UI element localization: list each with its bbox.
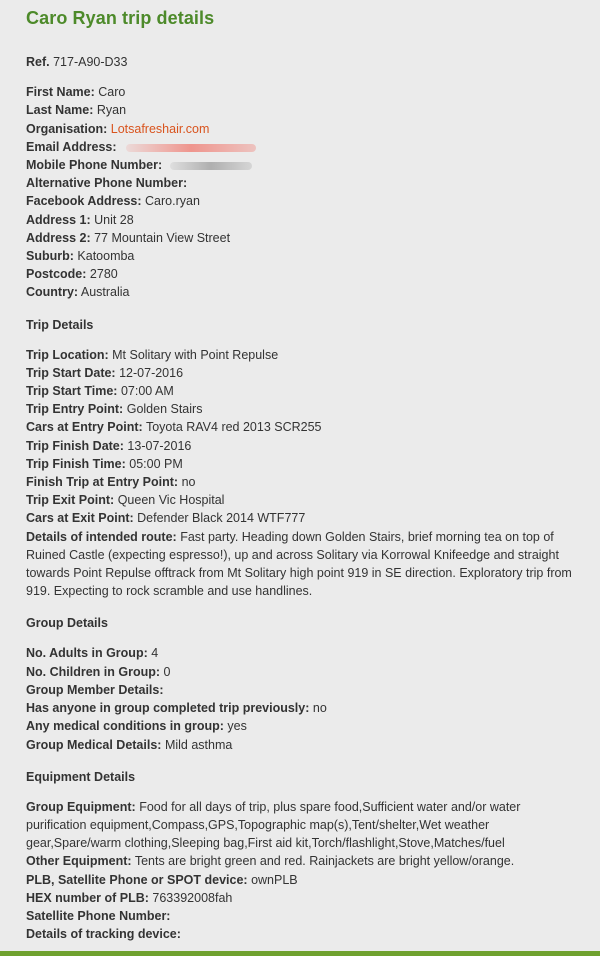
group-details xyxy=(26,644,574,753)
field-label: Trip Start Date: xyxy=(26,365,116,380)
field-label: Trip Start Time: xyxy=(26,384,118,399)
field-row-group-member-details xyxy=(26,681,574,699)
field-label: First Name: xyxy=(26,85,95,100)
field-label: Postcode: xyxy=(26,267,87,282)
field-label: Other Equipment: xyxy=(26,854,132,869)
field-row-details-of-intended-route xyxy=(26,528,574,601)
bottom-accent-bar xyxy=(0,951,600,956)
field-label: Alternative Phone Number: xyxy=(26,176,188,191)
field-value: Ryan xyxy=(96,103,127,118)
field-value: 4 xyxy=(151,646,159,661)
field-label: Mobile Phone Number: xyxy=(26,158,163,173)
field-row-postcode xyxy=(26,265,574,283)
field-value: 2780 xyxy=(89,267,118,282)
field-label: Facebook Address: xyxy=(26,194,142,209)
field-value: ownPLB xyxy=(251,872,298,887)
field-row-email-address xyxy=(26,138,574,156)
field-row-trip-start-time xyxy=(26,382,574,400)
field-value: Mt Solitary with Point Repulse xyxy=(112,347,279,362)
personal-details xyxy=(26,83,574,301)
field-value: 77 Mountain View Street xyxy=(94,230,231,245)
field-label: Trip Finish Time: xyxy=(26,456,126,471)
field-row-hex-number-of-plb xyxy=(26,889,574,907)
field-label: Email Address: xyxy=(26,139,117,154)
field-value: Tents are bright green and red. Rainjackets are bright yellow/orange. xyxy=(134,854,515,869)
field-value: Unit 28 xyxy=(94,212,134,227)
field-row-other-equipment xyxy=(26,852,574,870)
field-row-group-equipment xyxy=(26,798,574,853)
field-row-trip-finish-time xyxy=(26,455,574,473)
field-label: Address 1: xyxy=(26,212,91,227)
field-row-suburb xyxy=(26,247,574,265)
field-row-alternative-phone-number xyxy=(26,174,574,192)
field-row-group-medical-details xyxy=(26,736,574,754)
field-label: Group Member Details: xyxy=(26,682,164,697)
field-label: Suburb: xyxy=(26,249,74,264)
field-row-trip-start-date xyxy=(26,364,574,382)
trip-details-heading: Trip Details xyxy=(26,317,94,332)
field-label: Organisation: xyxy=(26,121,108,136)
field-label: PLB, Satellite Phone or SPOT device: xyxy=(26,872,248,887)
field-value: Australia xyxy=(80,285,130,300)
field-value: 07:00 AM xyxy=(120,384,174,399)
reference-value: 717-A90-D33 xyxy=(53,55,128,69)
field-label: Trip Location: xyxy=(26,347,109,362)
field-row-no-children-in-group xyxy=(26,663,574,681)
field-value: 0 xyxy=(163,664,171,679)
field-label: HEX number of PLB: xyxy=(26,890,149,905)
field-row-last-name xyxy=(26,101,574,119)
field-row-mobile-phone-number xyxy=(26,156,574,174)
field-value: no xyxy=(312,701,327,716)
field-row-has-anyone-in-group-completed-trip-previously xyxy=(26,699,574,717)
field-label: Satellite Phone Number: xyxy=(26,908,171,923)
field-label: No. Children in Group: xyxy=(26,664,161,679)
field-row-details-of-tracking-device xyxy=(26,925,574,943)
equipment-details xyxy=(26,798,574,944)
field-row-trip-finish-date xyxy=(26,437,574,455)
equipment-details-heading: Equipment Details xyxy=(26,769,136,784)
field-value: 12-07-2016 xyxy=(119,365,184,380)
trip-details xyxy=(26,346,574,601)
field-label: Details of intended route: xyxy=(26,529,177,544)
field-value: no xyxy=(181,475,196,490)
field-label: Cars at Entry Point: xyxy=(26,420,143,435)
field-row-no-adults-in-group xyxy=(26,644,574,662)
field-label: Any medical conditions in group: xyxy=(26,719,224,734)
field-row-cars-at-exit-point xyxy=(26,509,574,527)
field-label: Address 2: xyxy=(26,230,91,245)
reference-label: Ref. xyxy=(26,55,50,69)
field-row-finish-trip-at-entry-point xyxy=(26,473,574,491)
field-row-trip-exit-point xyxy=(26,491,574,509)
field-value: Defender Black 2014 WTF777 xyxy=(137,511,306,526)
field-value: Katoomba xyxy=(77,249,135,264)
field-value: Queen Vic Hospital xyxy=(117,493,225,508)
field-label: Group Equipment: xyxy=(26,799,136,814)
field-row-facebook-address xyxy=(26,192,574,210)
field-value: Golden Stairs xyxy=(126,402,203,417)
field-label: Group Medical Details: xyxy=(26,737,162,752)
field-row-address-1 xyxy=(26,211,574,229)
field-label: Details of tracking device: xyxy=(26,927,181,942)
reference-row xyxy=(26,53,574,71)
field-row-trip-entry-point xyxy=(26,400,574,418)
field-row-address-2 xyxy=(26,229,574,247)
page-title: Caro Ryan trip details xyxy=(26,8,215,28)
organisation-link[interactable]: Lotsafreshair.com xyxy=(110,121,210,136)
redacted-value xyxy=(170,162,252,170)
field-row-satellite-phone-number xyxy=(26,907,574,925)
field-label: Trip Exit Point: xyxy=(26,493,115,508)
field-value: Toyota RAV4 red 2013 SCR255 xyxy=(145,420,322,435)
field-value: Food for all days of trip, plus spare food,Sufficient water and/or water purification equipment,Compass,GPS,Topographic map(s),Tent/shelter,Wet weather gear,Spare/warm clothing,Sleeping bag,First aid kit,Torch/flashlight,Stove,Matches/fuel xyxy=(26,799,521,851)
field-value: 763392008fah xyxy=(152,890,233,905)
field-row-trip-location xyxy=(26,346,574,364)
field-value: 05:00 PM xyxy=(129,456,183,471)
field-value: yes xyxy=(227,719,247,734)
field-row-any-medical-conditions-in-group xyxy=(26,717,574,735)
field-row-plb-satellite-phone-or-spot-device xyxy=(26,871,574,889)
field-value: Mild asthma xyxy=(164,737,233,752)
field-label: Trip Entry Point: xyxy=(26,402,124,417)
group-details-heading: Group Details xyxy=(26,616,108,631)
field-label: Last Name: xyxy=(26,103,94,118)
field-row-organisation xyxy=(26,120,574,138)
field-row-country xyxy=(26,283,574,301)
field-label: Finish Trip at Entry Point: xyxy=(26,475,179,490)
field-label: Country: xyxy=(26,285,79,300)
field-label: No. Adults in Group: xyxy=(26,646,148,661)
field-row-first-name xyxy=(26,83,574,101)
field-value: Fast party. Heading down Golden Stairs, brief morning tea on top of Ruined Castle (expecting espresso!), up and across Solitary via Korrowal Knifeedge and straight towards Point Repulse offtrack from Mt Solitary high point 919 in SE direction. Exploratory trip from 919. Expecting to rock scramble and use handlines. xyxy=(26,529,572,599)
field-value: 13-07-2016 xyxy=(127,438,192,453)
field-label: Cars at Exit Point: xyxy=(26,511,134,526)
field-value: Caro.ryan xyxy=(145,194,200,209)
field-value: Caro xyxy=(98,85,126,100)
field-label: Trip Finish Date: xyxy=(26,438,124,453)
field-label: Has anyone in group completed trip previously: xyxy=(26,701,310,716)
field-row-cars-at-entry-point xyxy=(26,418,574,436)
redacted-value xyxy=(126,144,256,152)
